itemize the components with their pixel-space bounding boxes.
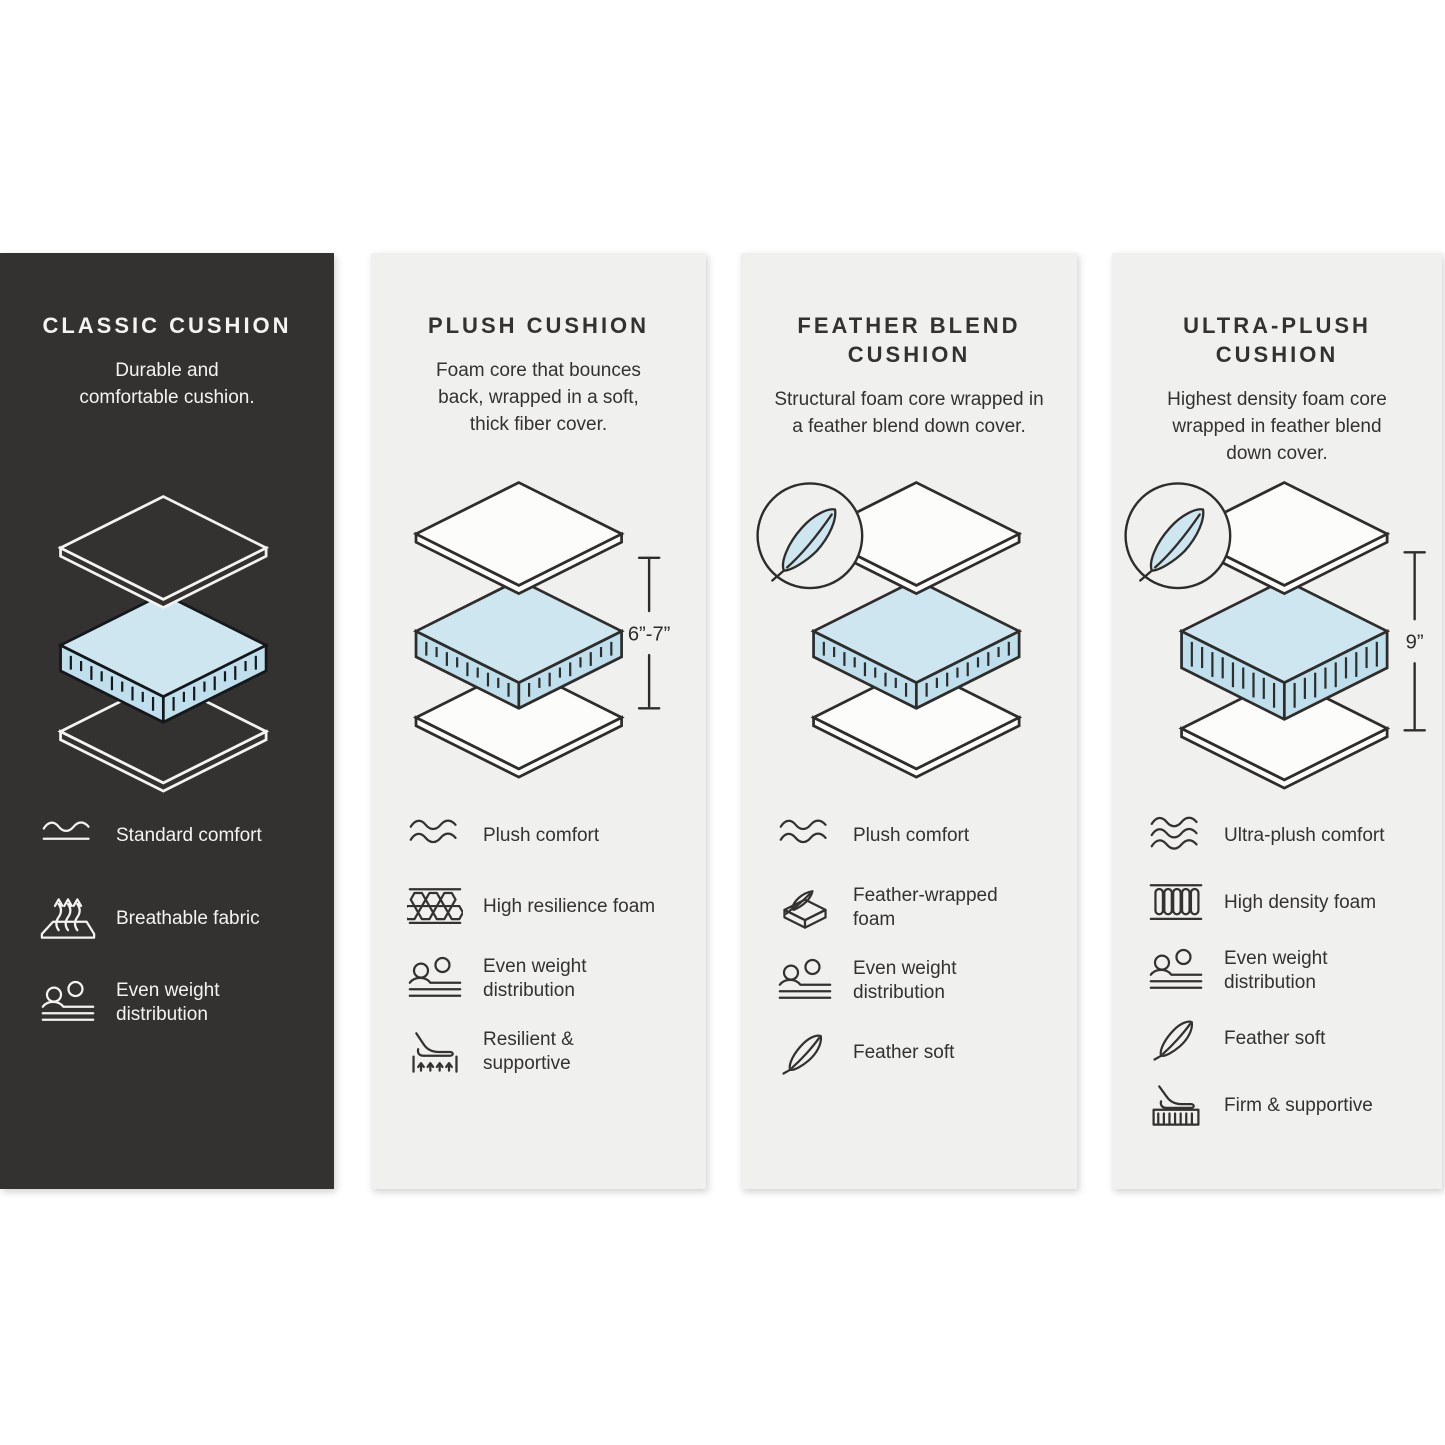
panel-description: Durable and comfortable cushion.: [79, 360, 255, 408]
feather-icon: [1148, 1016, 1206, 1062]
feature-label: Feather soft: [1224, 1028, 1326, 1049]
feature-label: Even weight distribution: [483, 956, 587, 1001]
panel-head: [8, 311, 326, 411]
breathable-fabric-icon: [40, 896, 98, 942]
feather-icon: [777, 1030, 835, 1076]
feature-row: [40, 896, 324, 942]
feature-label: Feather-wrapped foam: [853, 885, 998, 930]
feather-badge: [758, 483, 863, 588]
dimension-label: 6”-7”: [627, 623, 670, 646]
dimension-label: 9”: [1405, 631, 1424, 654]
panel-description: Structural foam core wrapped in a feather blend down cover.: [774, 389, 1044, 437]
feature-row: [777, 957, 1067, 1005]
comfort-wave-icon: [40, 813, 98, 859]
feature-label: Plush comfort: [853, 825, 970, 846]
panel-head: [379, 311, 698, 438]
even-weight-icon: [1148, 948, 1206, 994]
even-weight-icon: [407, 956, 465, 1002]
panel-description: Foam core that bounces back, wrapped in a soft, thick fiber cover.: [436, 360, 641, 435]
panel-head: [1120, 311, 1434, 467]
cushion-layers-diagram: [371, 475, 706, 792]
resilience-foam-icon: [407, 884, 465, 930]
firm-supportive-icon: [1148, 1083, 1206, 1129]
feature-row: [40, 979, 324, 1027]
feature-label: High resilience foam: [483, 896, 656, 917]
feature-label: Breathable fabric: [116, 908, 260, 929]
feature-label: Even weight distribution: [1224, 948, 1328, 993]
panel-ultra-plush-cushion: [1112, 253, 1442, 1189]
triple-wave-icon: [1148, 813, 1206, 859]
panel-title: FEATHER BLEND CUSHION: [797, 313, 1021, 367]
feature-row: [407, 884, 696, 930]
feature-label: Plush comfort: [483, 825, 600, 846]
feature-row: [1148, 880, 1432, 926]
panel-head: [749, 311, 1069, 440]
feature-label: Even weight distribution: [116, 980, 220, 1025]
feature-label: Resilient & supportive: [483, 1029, 574, 1074]
feather-badge: [1126, 483, 1231, 588]
panel-description: Highest density foam core wrapped in feather blend down cover.: [1167, 389, 1387, 464]
panel-classic-cushion: [0, 253, 334, 1189]
cushion-layers-diagram: [0, 489, 334, 806]
panel-title: CLASSIC CUSHION: [42, 313, 292, 338]
feature-row: [777, 813, 1067, 859]
even-weight-icon: [40, 980, 98, 1026]
feature-label: Even weight distribution: [853, 958, 957, 1003]
feature-label: Ultra-plush comfort: [1224, 825, 1385, 846]
feature-row: [1148, 813, 1432, 859]
feature-label: Standard comfort: [116, 825, 262, 846]
panel-title: ULTRA-PLUSH CUSHION: [1183, 313, 1371, 367]
feature-label: High density foam: [1224, 892, 1377, 913]
feature-row: [407, 955, 696, 1003]
feature-row: [777, 1030, 1067, 1076]
feature-row: [1148, 1016, 1432, 1062]
feature-list: [777, 813, 1067, 1101]
feature-list: [1148, 813, 1432, 1150]
feature-row: [40, 813, 324, 859]
feature-list: [40, 813, 324, 1064]
panel-title: PLUSH CUSHION: [427, 313, 650, 338]
feature-row: [777, 884, 1067, 932]
feature-label: Firm & supportive: [1224, 1095, 1373, 1116]
cushion-layers-diagram: [741, 475, 1077, 792]
feather-wrapped-foam-icon: [777, 885, 835, 931]
feature-label: Feather soft: [853, 1042, 955, 1063]
resilient-supportive-icon: [407, 1029, 465, 1075]
panel-feather-blend-cushion: [741, 253, 1077, 1189]
cushion-layers-diagram: [1112, 475, 1442, 792]
density-foam-icon: [1148, 880, 1206, 926]
feature-list: [407, 813, 696, 1101]
feature-row: [1148, 1083, 1432, 1129]
double-wave-icon: [777, 813, 835, 859]
feature-row: [407, 1028, 696, 1076]
panel-plush-cushion: [371, 253, 706, 1189]
even-weight-icon: [777, 958, 835, 1004]
feature-row: [407, 813, 696, 859]
double-wave-icon: [407, 813, 465, 859]
feature-row: [1148, 947, 1432, 995]
